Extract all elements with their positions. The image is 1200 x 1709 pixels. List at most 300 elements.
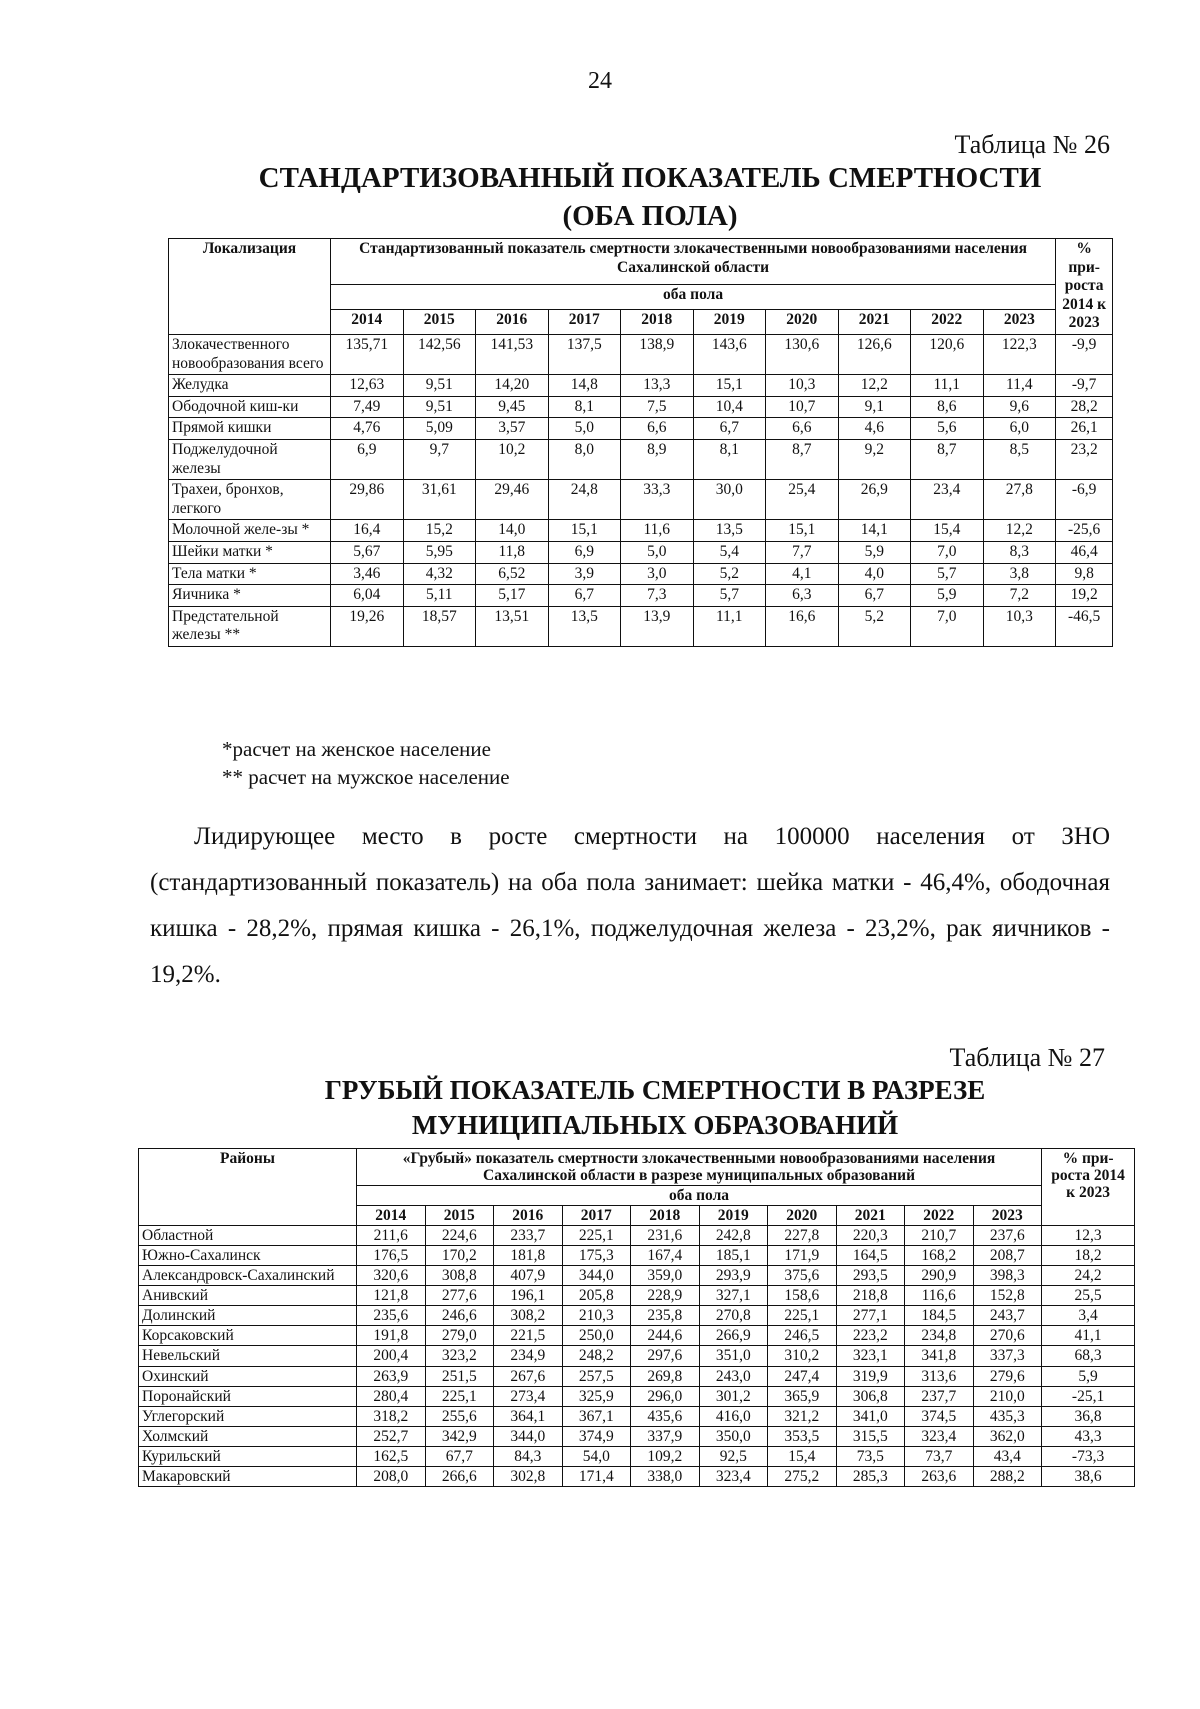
row-label: Холмский xyxy=(139,1426,357,1446)
row-label: Анивский xyxy=(139,1286,357,1306)
cell-value: 270,8 xyxy=(699,1306,768,1326)
cell-value: 344,0 xyxy=(562,1266,631,1286)
cell-value: 3,9 xyxy=(548,563,621,585)
cell-value: 12,2 xyxy=(983,520,1056,542)
cell-value: 11,4 xyxy=(983,375,1056,397)
cell-value: 109,2 xyxy=(631,1446,700,1466)
cell-value: 285,3 xyxy=(836,1466,905,1486)
cell-value: 308,2 xyxy=(494,1306,563,1326)
cell-value: 246,5 xyxy=(768,1326,837,1346)
cell-value: 43,4 xyxy=(973,1446,1042,1466)
cell-value: 293,5 xyxy=(836,1266,905,1286)
table-26-label: Таблица № 26 xyxy=(954,130,1110,159)
cell-growth: 23,2 xyxy=(1056,439,1113,479)
cell-value: 208,7 xyxy=(973,1246,1042,1266)
year-header: 2022 xyxy=(905,1206,974,1226)
table-27-title: ГРУБЫЙ ПОКАЗАТЕЛЬ СМЕРТНОСТИ В РАЗРЕЗЕ МУНИЦИПАЛЬНЫХ ОБРАЗОВАНИЙ xyxy=(324,1075,986,1141)
cell-value: 318,2 xyxy=(357,1406,426,1426)
cell-value: 279,6 xyxy=(973,1366,1042,1386)
cell-value: 327,1 xyxy=(699,1286,768,1306)
cell-value: 142,56 xyxy=(403,334,476,374)
cell-value: 252,7 xyxy=(357,1426,426,1446)
header-group: «Грубый» показатель смертности злокачественными новообразованиями населения Сахалинской области в разрезе муниципальных образований xyxy=(357,1149,1042,1186)
cell-value: 5,9 xyxy=(838,541,911,563)
cell-value: 11,8 xyxy=(476,541,549,563)
cell-value: 398,3 xyxy=(973,1266,1042,1286)
cell-value: 5,0 xyxy=(548,418,621,440)
cell-value: 257,5 xyxy=(562,1366,631,1386)
cell-value: 8,9 xyxy=(621,439,694,479)
cell-value: 344,0 xyxy=(494,1426,563,1446)
year-header: 2023 xyxy=(973,1206,1042,1226)
cell-value: 14,1 xyxy=(838,520,911,542)
cell-value: 15,1 xyxy=(693,375,766,397)
cell-growth: 12,3 xyxy=(1042,1226,1135,1246)
cell-value: 3,8 xyxy=(983,563,1056,585)
cell-value: 176,5 xyxy=(357,1246,426,1266)
cell-value: 171,9 xyxy=(768,1246,837,1266)
cell-value: 315,5 xyxy=(836,1426,905,1446)
cell-value: 8,0 xyxy=(548,439,621,479)
cell-value: 225,1 xyxy=(425,1386,494,1406)
cell-value: 5,4 xyxy=(693,541,766,563)
cell-value: 301,2 xyxy=(699,1386,768,1406)
cell-value: 364,1 xyxy=(494,1406,563,1426)
cell-value: 6,6 xyxy=(766,418,839,440)
year-header: 2015 xyxy=(403,310,476,335)
table-row xyxy=(169,606,1113,646)
cell-value: 8,6 xyxy=(911,396,984,418)
cell-value: 224,6 xyxy=(425,1226,494,1246)
table-row xyxy=(139,1426,1135,1446)
cell-value: 184,5 xyxy=(905,1306,974,1326)
cell-value: 3,46 xyxy=(331,563,404,585)
cell-value: 130,6 xyxy=(766,334,839,374)
cell-value: 10,3 xyxy=(766,375,839,397)
header-sex: оба пола xyxy=(331,285,1056,310)
table-row xyxy=(139,1286,1135,1306)
cell-value: 7,0 xyxy=(911,541,984,563)
cell-value: 5,17 xyxy=(476,585,549,607)
cell-value: 338,0 xyxy=(631,1466,700,1486)
cell-value: 200,4 xyxy=(357,1346,426,1366)
table-row xyxy=(169,439,1113,479)
cell-value: 269,8 xyxy=(631,1366,700,1386)
row-label: Тела матки * xyxy=(169,563,331,585)
cell-value: 353,5 xyxy=(768,1426,837,1446)
row-label: Макаровский xyxy=(139,1466,357,1486)
cell-value: 7,3 xyxy=(621,585,694,607)
page-number: 24 xyxy=(588,68,612,94)
cell-value: 341,0 xyxy=(836,1406,905,1426)
cell-growth: -9,7 xyxy=(1056,375,1113,397)
cell-value: 242,8 xyxy=(699,1226,768,1246)
cell-value: 9,2 xyxy=(838,439,911,479)
cell-value: 342,9 xyxy=(425,1426,494,1446)
cell-value: 9,51 xyxy=(403,396,476,418)
cell-value: 122,3 xyxy=(983,334,1056,374)
cell-value: 5,11 xyxy=(403,585,476,607)
cell-value: 280,4 xyxy=(357,1386,426,1406)
year-header: 2019 xyxy=(693,310,766,335)
cell-value: 10,2 xyxy=(476,439,549,479)
cell-value: 12,2 xyxy=(838,375,911,397)
cell-growth: 3,4 xyxy=(1042,1306,1135,1326)
cell-value: 3,57 xyxy=(476,418,549,440)
cell-value: 181,8 xyxy=(494,1246,563,1266)
cell-value: 4,0 xyxy=(838,563,911,585)
cell-value: 243,0 xyxy=(699,1366,768,1386)
cell-value: 4,6 xyxy=(838,418,911,440)
cell-value: 233,7 xyxy=(494,1226,563,1246)
cell-value: 24,8 xyxy=(548,480,621,520)
cell-value: 196,1 xyxy=(494,1286,563,1306)
cell-value: 73,7 xyxy=(905,1446,974,1466)
cell-value: 5,95 xyxy=(403,541,476,563)
cell-value: 255,6 xyxy=(425,1406,494,1426)
cell-value: 320,6 xyxy=(357,1266,426,1286)
cell-value: 29,46 xyxy=(476,480,549,520)
cell-growth: 46,4 xyxy=(1056,541,1113,563)
cell-value: 135,71 xyxy=(331,334,404,374)
cell-value: 365,9 xyxy=(768,1386,837,1406)
cell-value: 167,4 xyxy=(631,1246,700,1266)
year-header: 2021 xyxy=(836,1206,905,1226)
table-row xyxy=(169,480,1113,520)
row-label: Прямой кишки xyxy=(169,418,331,440)
table-27-body xyxy=(139,1226,1135,1487)
cell-value: 6,7 xyxy=(838,585,911,607)
cell-value: 210,3 xyxy=(562,1306,631,1326)
cell-value: 8,5 xyxy=(983,439,1056,479)
cell-value: 16,6 xyxy=(766,606,839,646)
cell-value: 9,51 xyxy=(403,375,476,397)
cell-value: 6,04 xyxy=(331,585,404,607)
cell-value: 234,9 xyxy=(494,1346,563,1366)
year-header: 2019 xyxy=(699,1206,768,1226)
cell-growth: 28,2 xyxy=(1056,396,1113,418)
cell-value: 6,9 xyxy=(331,439,404,479)
cell-value: 223,2 xyxy=(836,1326,905,1346)
cell-value: 228,9 xyxy=(631,1286,700,1306)
row-label: Предстательной железы ** xyxy=(169,606,331,646)
cell-growth: 5,9 xyxy=(1042,1366,1135,1386)
cell-value: 13,51 xyxy=(476,606,549,646)
year-header: 2018 xyxy=(631,1206,700,1226)
cell-value: 210,7 xyxy=(905,1226,974,1246)
cell-growth: -25,1 xyxy=(1042,1386,1135,1406)
cell-value: 374,9 xyxy=(562,1426,631,1446)
cell-growth: 36,8 xyxy=(1042,1406,1135,1426)
cell-value: 306,8 xyxy=(836,1386,905,1406)
table-row xyxy=(139,1366,1135,1386)
cell-value: 29,86 xyxy=(331,480,404,520)
cell-value: 185,1 xyxy=(699,1246,768,1266)
cell-value: 92,5 xyxy=(699,1446,768,1466)
cell-value: 275,2 xyxy=(768,1466,837,1486)
cell-value: 310,2 xyxy=(768,1346,837,1366)
cell-value: 8,3 xyxy=(983,541,1056,563)
year-header: 2017 xyxy=(562,1206,631,1226)
cell-growth: 25,5 xyxy=(1042,1286,1135,1306)
year-header: 2014 xyxy=(331,310,404,335)
cell-value: 33,3 xyxy=(621,480,694,520)
year-header: 2016 xyxy=(476,310,549,335)
cell-value: 138,9 xyxy=(621,334,694,374)
cell-value: 121,8 xyxy=(357,1286,426,1306)
cell-value: 3,0 xyxy=(621,563,694,585)
year-header: 2017 xyxy=(548,310,621,335)
row-label: Александровск-Сахалинский xyxy=(139,1266,357,1286)
cell-value: 247,4 xyxy=(768,1366,837,1386)
cell-value: 10,7 xyxy=(766,396,839,418)
cell-value: 237,6 xyxy=(973,1226,1042,1246)
cell-value: 15,1 xyxy=(548,520,621,542)
cell-value: 5,6 xyxy=(911,418,984,440)
cell-value: 7,7 xyxy=(766,541,839,563)
cell-value: 15,1 xyxy=(766,520,839,542)
cell-value: 321,2 xyxy=(768,1406,837,1426)
cell-value: 14,8 xyxy=(548,375,621,397)
year-header: 2018 xyxy=(621,310,694,335)
cell-value: 250,0 xyxy=(562,1326,631,1346)
cell-value: 323,4 xyxy=(905,1426,974,1446)
cell-value: 374,5 xyxy=(905,1406,974,1426)
cell-value: 323,1 xyxy=(836,1346,905,1366)
cell-value: 191,8 xyxy=(357,1326,426,1346)
year-header: 2022 xyxy=(911,310,984,335)
cell-growth: -73,3 xyxy=(1042,1446,1135,1466)
table-row xyxy=(169,541,1113,563)
row-label: Корсаковский xyxy=(139,1326,357,1346)
cell-value: 116,6 xyxy=(905,1286,974,1306)
cell-value: 5,2 xyxy=(838,606,911,646)
table-27 xyxy=(138,1148,1135,1487)
cell-value: 152,8 xyxy=(973,1286,1042,1306)
cell-value: 10,4 xyxy=(693,396,766,418)
row-label: Молочной желе-зы * xyxy=(169,520,331,542)
cell-value: 435,6 xyxy=(631,1406,700,1426)
year-header: 2020 xyxy=(768,1206,837,1226)
row-label: Областной xyxy=(139,1226,357,1246)
table-row xyxy=(169,563,1113,585)
cell-value: 227,8 xyxy=(768,1226,837,1246)
cell-value: 235,8 xyxy=(631,1306,700,1326)
year-header: 2021 xyxy=(838,310,911,335)
cell-value: 246,6 xyxy=(425,1306,494,1326)
row-label: Курильский xyxy=(139,1446,357,1466)
cell-growth: 19,2 xyxy=(1056,585,1113,607)
cell-value: 4,76 xyxy=(331,418,404,440)
cell-value: 31,61 xyxy=(403,480,476,520)
cell-value: 23,4 xyxy=(911,480,984,520)
cell-value: 273,4 xyxy=(494,1386,563,1406)
cell-value: 367,1 xyxy=(562,1406,631,1426)
cell-value: 296,0 xyxy=(631,1386,700,1406)
cell-value: 290,9 xyxy=(905,1266,974,1286)
row-label: Охинский xyxy=(139,1366,357,1386)
year-header: 2023 xyxy=(983,310,1056,335)
table-row xyxy=(139,1326,1135,1346)
cell-value: 141,53 xyxy=(476,334,549,374)
cell-value: 248,2 xyxy=(562,1346,631,1366)
header-group: Стандартизованный показатель смертности злокачественными новообразованиями населения Сахалинской области xyxy=(331,239,1056,285)
cell-value: 13,5 xyxy=(548,606,621,646)
cell-value: 73,5 xyxy=(836,1446,905,1466)
cell-value: 237,7 xyxy=(905,1386,974,1406)
cell-value: 162,5 xyxy=(357,1446,426,1466)
cell-value: 26,9 xyxy=(838,480,911,520)
cell-value: 416,0 xyxy=(699,1406,768,1426)
cell-value: 5,7 xyxy=(693,585,766,607)
cell-value: 351,0 xyxy=(699,1346,768,1366)
cell-value: 211,6 xyxy=(357,1226,426,1246)
cell-value: 7,49 xyxy=(331,396,404,418)
cell-value: 6,6 xyxy=(621,418,694,440)
cell-value: 235,6 xyxy=(357,1306,426,1326)
row-label: Ободочной киш-ки xyxy=(169,396,331,418)
cell-value: 302,8 xyxy=(494,1466,563,1486)
table-row xyxy=(139,1446,1135,1466)
cell-value: 5,09 xyxy=(403,418,476,440)
cell-value: 171,4 xyxy=(562,1466,631,1486)
cell-value: 6,9 xyxy=(548,541,621,563)
year-header: 2016 xyxy=(494,1206,563,1226)
cell-growth: -25,6 xyxy=(1056,520,1113,542)
cell-growth: 38,6 xyxy=(1042,1466,1135,1486)
cell-value: 9,7 xyxy=(403,439,476,479)
row-label: Южно-Сахалинск xyxy=(139,1246,357,1266)
cell-value: 126,6 xyxy=(838,334,911,374)
cell-value: 225,1 xyxy=(768,1306,837,1326)
header-sex: оба пола xyxy=(357,1186,1042,1206)
table-row xyxy=(169,375,1113,397)
cell-value: 13,9 xyxy=(621,606,694,646)
cell-growth: 68,3 xyxy=(1042,1346,1135,1366)
cell-value: 205,8 xyxy=(562,1286,631,1306)
cell-value: 244,6 xyxy=(631,1326,700,1346)
cell-value: 220,3 xyxy=(836,1226,905,1246)
cell-value: 12,63 xyxy=(331,375,404,397)
cell-value: 54,0 xyxy=(562,1446,631,1466)
cell-growth: 18,2 xyxy=(1042,1246,1135,1266)
cell-value: 313,6 xyxy=(905,1366,974,1386)
cell-value: 7,0 xyxy=(911,606,984,646)
cell-value: 19,26 xyxy=(331,606,404,646)
year-header: 2015 xyxy=(425,1206,494,1226)
cell-growth: -46,5 xyxy=(1056,606,1113,646)
cell-value: 14,0 xyxy=(476,520,549,542)
cell-value: 319,9 xyxy=(836,1366,905,1386)
row-label: Поджелудочной железы xyxy=(169,439,331,479)
cell-growth: 43,3 xyxy=(1042,1426,1135,1446)
cell-value: 270,6 xyxy=(973,1326,1042,1346)
cell-value: 8,7 xyxy=(766,439,839,479)
table-row xyxy=(139,1406,1135,1426)
table-26-title: СТАНДАРТИЗОВАННЫЙ ПОКАЗАТЕЛЬ СМЕРТНОСТИ (ОБА ПОЛА) xyxy=(258,162,1042,232)
table-row xyxy=(139,1266,1135,1286)
table-26-body xyxy=(169,334,1113,646)
cell-value: 6,7 xyxy=(693,418,766,440)
cell-value: 277,6 xyxy=(425,1286,494,1306)
cell-value: 337,3 xyxy=(973,1346,1042,1366)
cell-value: 337,9 xyxy=(631,1426,700,1446)
cell-value: 251,5 xyxy=(425,1366,494,1386)
cell-value: 11,1 xyxy=(911,375,984,397)
cell-value: 18,57 xyxy=(403,606,476,646)
cell-value: 234,8 xyxy=(905,1326,974,1346)
table-row xyxy=(139,1306,1135,1326)
table-27-label: Таблица № 27 xyxy=(949,1043,1105,1072)
cell-value: 8,1 xyxy=(693,439,766,479)
cell-value: 164,5 xyxy=(836,1246,905,1266)
year-header: 2014 xyxy=(357,1206,426,1226)
cell-value: 16,4 xyxy=(331,520,404,542)
cell-growth: 26,1 xyxy=(1056,418,1113,440)
cell-value: 279,0 xyxy=(425,1326,494,1346)
cell-value: 341,8 xyxy=(905,1346,974,1366)
cell-value: 13,3 xyxy=(621,375,694,397)
cell-value: 263,9 xyxy=(357,1366,426,1386)
cell-value: 323,2 xyxy=(425,1346,494,1366)
cell-value: 13,5 xyxy=(693,520,766,542)
cell-value: 6,7 xyxy=(548,585,621,607)
cell-value: 5,2 xyxy=(693,563,766,585)
cell-value: 218,8 xyxy=(836,1286,905,1306)
summary-paragraph: Лидирующее место в росте смертности на 100000 населения от ЗНО (стандартизованный показатель) на оба пола занимает: шейка матки - 46,4%, ободочная кишка - 28,2%, прямая кишка - 26,1%, поджелудочная железа - 23,2%, рак яичников - 19,2%. xyxy=(150,823,1110,988)
cell-value: 266,9 xyxy=(699,1326,768,1346)
cell-value: 158,6 xyxy=(768,1286,837,1306)
cell-value: 143,6 xyxy=(693,334,766,374)
row-label: Трахеи, бронхов, легкого xyxy=(169,480,331,520)
row-label: Углегорский xyxy=(139,1406,357,1426)
cell-value: 15,4 xyxy=(911,520,984,542)
cell-value: 175,3 xyxy=(562,1246,631,1266)
header-location: Локализация xyxy=(169,239,331,335)
table-row xyxy=(139,1346,1135,1366)
cell-growth: 24,2 xyxy=(1042,1266,1135,1286)
cell-value: 308,8 xyxy=(425,1266,494,1286)
footnote-female: *расчет на женское население xyxy=(222,737,491,761)
cell-value: 243,7 xyxy=(973,1306,1042,1326)
cell-value: 30,0 xyxy=(693,480,766,520)
cell-value: 210,0 xyxy=(973,1386,1042,1406)
cell-value: 435,3 xyxy=(973,1406,1042,1426)
cell-value: 263,6 xyxy=(905,1466,974,1486)
cell-value: 221,5 xyxy=(494,1326,563,1346)
cell-value: 15,2 xyxy=(403,520,476,542)
cell-value: 375,6 xyxy=(768,1266,837,1286)
cell-value: 6,3 xyxy=(766,585,839,607)
table-26 xyxy=(168,238,1113,647)
cell-value: 208,0 xyxy=(357,1466,426,1486)
cell-value: 9,6 xyxy=(983,396,1056,418)
cell-value: 15,4 xyxy=(768,1446,837,1466)
cell-value: 293,9 xyxy=(699,1266,768,1286)
cell-value: 137,5 xyxy=(548,334,621,374)
row-label: Долинский xyxy=(139,1306,357,1326)
cell-value: 297,6 xyxy=(631,1346,700,1366)
cell-value: 225,1 xyxy=(562,1226,631,1246)
table-row xyxy=(169,520,1113,542)
header-growth: % при-роста 2014 к 2023 xyxy=(1042,1149,1135,1226)
row-label: Злокачественного новообразования всего xyxy=(169,334,331,374)
cell-value: 8,7 xyxy=(911,439,984,479)
cell-value: 14,20 xyxy=(476,375,549,397)
cell-value: 325,9 xyxy=(562,1386,631,1406)
cell-value: 5,7 xyxy=(911,563,984,585)
row-label: Невельский xyxy=(139,1346,357,1366)
